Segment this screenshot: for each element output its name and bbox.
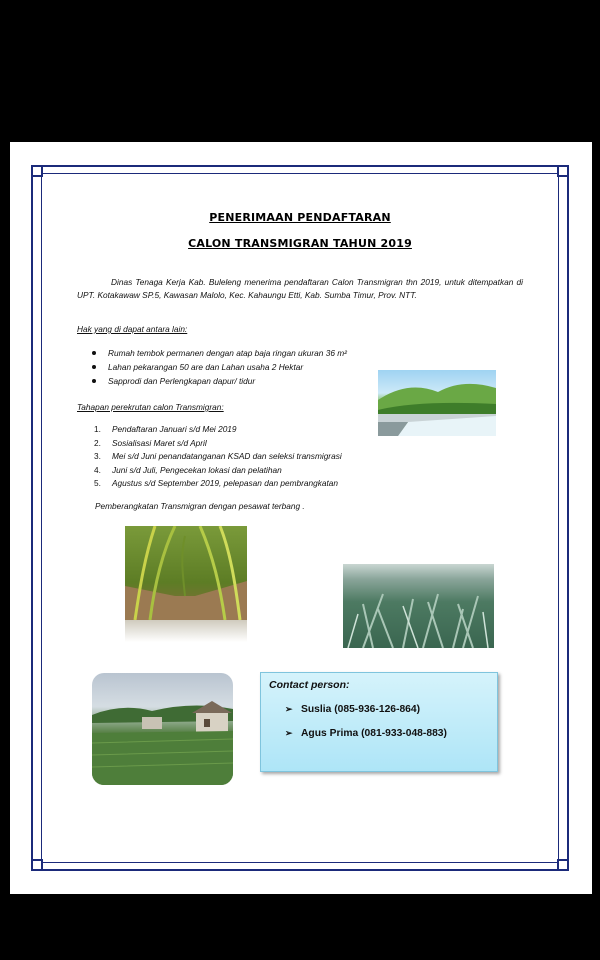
list-item-text: Lahan pekarangan 50 are dan Lahan usaha 2 Hektar <box>108 362 304 372</box>
list-item-text: Sapprodi dan Perlengkapan dapur/ tidur <box>108 376 256 386</box>
list-number: 2. <box>94 437 101 448</box>
contact-item <box>285 704 420 715</box>
arrowhead-bullet-icon: ➢ <box>285 728 293 738</box>
arrowhead-bullet-icon: ➢ <box>285 704 293 714</box>
list-item-text: Sosialisasi Maret s/d April <box>112 437 207 448</box>
list-item-text: Pendaftaran Januari s/d Mei 2019 <box>112 424 237 434</box>
title-line-1: PENERIMAAN PENDAFTARAN <box>209 211 391 224</box>
agave-field-photo <box>343 564 494 648</box>
list-number: 4. <box>94 464 101 475</box>
dam-photo <box>378 370 496 436</box>
list-number: 1. <box>94 424 101 434</box>
rights-heading: Hak yang di dapat antara lain: <box>77 324 188 334</box>
border-corner <box>31 165 43 177</box>
list-item-text: Rumah tembok permanen dengan atap baja ringan ukuran 36 m² <box>108 348 347 358</box>
title-line-2: CALON TRANSMIGRAN TAHUN 2019 <box>188 237 412 250</box>
list-number: 5. <box>94 478 101 488</box>
contact-item-text: Suslia (085-936-126-864) <box>301 704 421 715</box>
list-item <box>94 464 342 478</box>
list-item <box>94 423 342 437</box>
stages-heading: Tahapan perekrutan calon Transmigran: <box>77 402 224 412</box>
intro-paragraph: Dinas Tenaga Kerja Kab. Buleleng menerima pendaftaran Calon Transmigran thn 2019, untuk ditempatkan di UPT. Kotakawaw SP.5, Kawasan Malolo, Kec. Kahaungu Etti, Kab. Sumba Timur, Prov. NTT. <box>77 277 523 300</box>
border-corner <box>557 859 569 871</box>
departure-note: Pemberangkatan Transmigran dengan pesawat terbang . <box>95 501 305 511</box>
crop-field-photo <box>125 526 247 620</box>
list-item <box>90 360 347 374</box>
stages-list <box>94 423 342 491</box>
list-item <box>94 437 342 451</box>
list-number: 3. <box>94 451 101 461</box>
dam-illustration <box>378 370 496 436</box>
agave-field-illustration <box>343 564 494 648</box>
list-item <box>94 477 342 491</box>
photo-reflection <box>125 620 247 642</box>
border-corner <box>557 165 569 177</box>
contact-item <box>285 728 447 739</box>
bullet-icon <box>92 379 96 383</box>
list-item-text: Mei s/d Juni penandatanganan KSAD dan seleksi transmigrasi <box>112 451 342 461</box>
contact-item-text: Agus Prima (081-933-048-883) <box>301 728 447 739</box>
list-item-text: Juni s/d Juli, Pengecekan lokasi dan pelatihan <box>112 464 282 475</box>
settlement-houses-photo <box>92 673 233 785</box>
contact-title: Contact person: <box>269 679 350 691</box>
contact-box <box>260 672 498 772</box>
bullet-icon <box>92 351 96 355</box>
settlement-illustration <box>92 673 233 785</box>
bullet-icon <box>92 365 96 369</box>
list-item <box>90 374 347 388</box>
list-item <box>94 450 342 464</box>
crop-field-illustration <box>125 526 247 620</box>
list-item-text: Agustus s/d September 2019, pelepasan dan pembrangkatan <box>112 478 339 488</box>
border-corner <box>31 859 43 871</box>
rights-list <box>90 346 347 388</box>
list-item <box>90 346 347 360</box>
